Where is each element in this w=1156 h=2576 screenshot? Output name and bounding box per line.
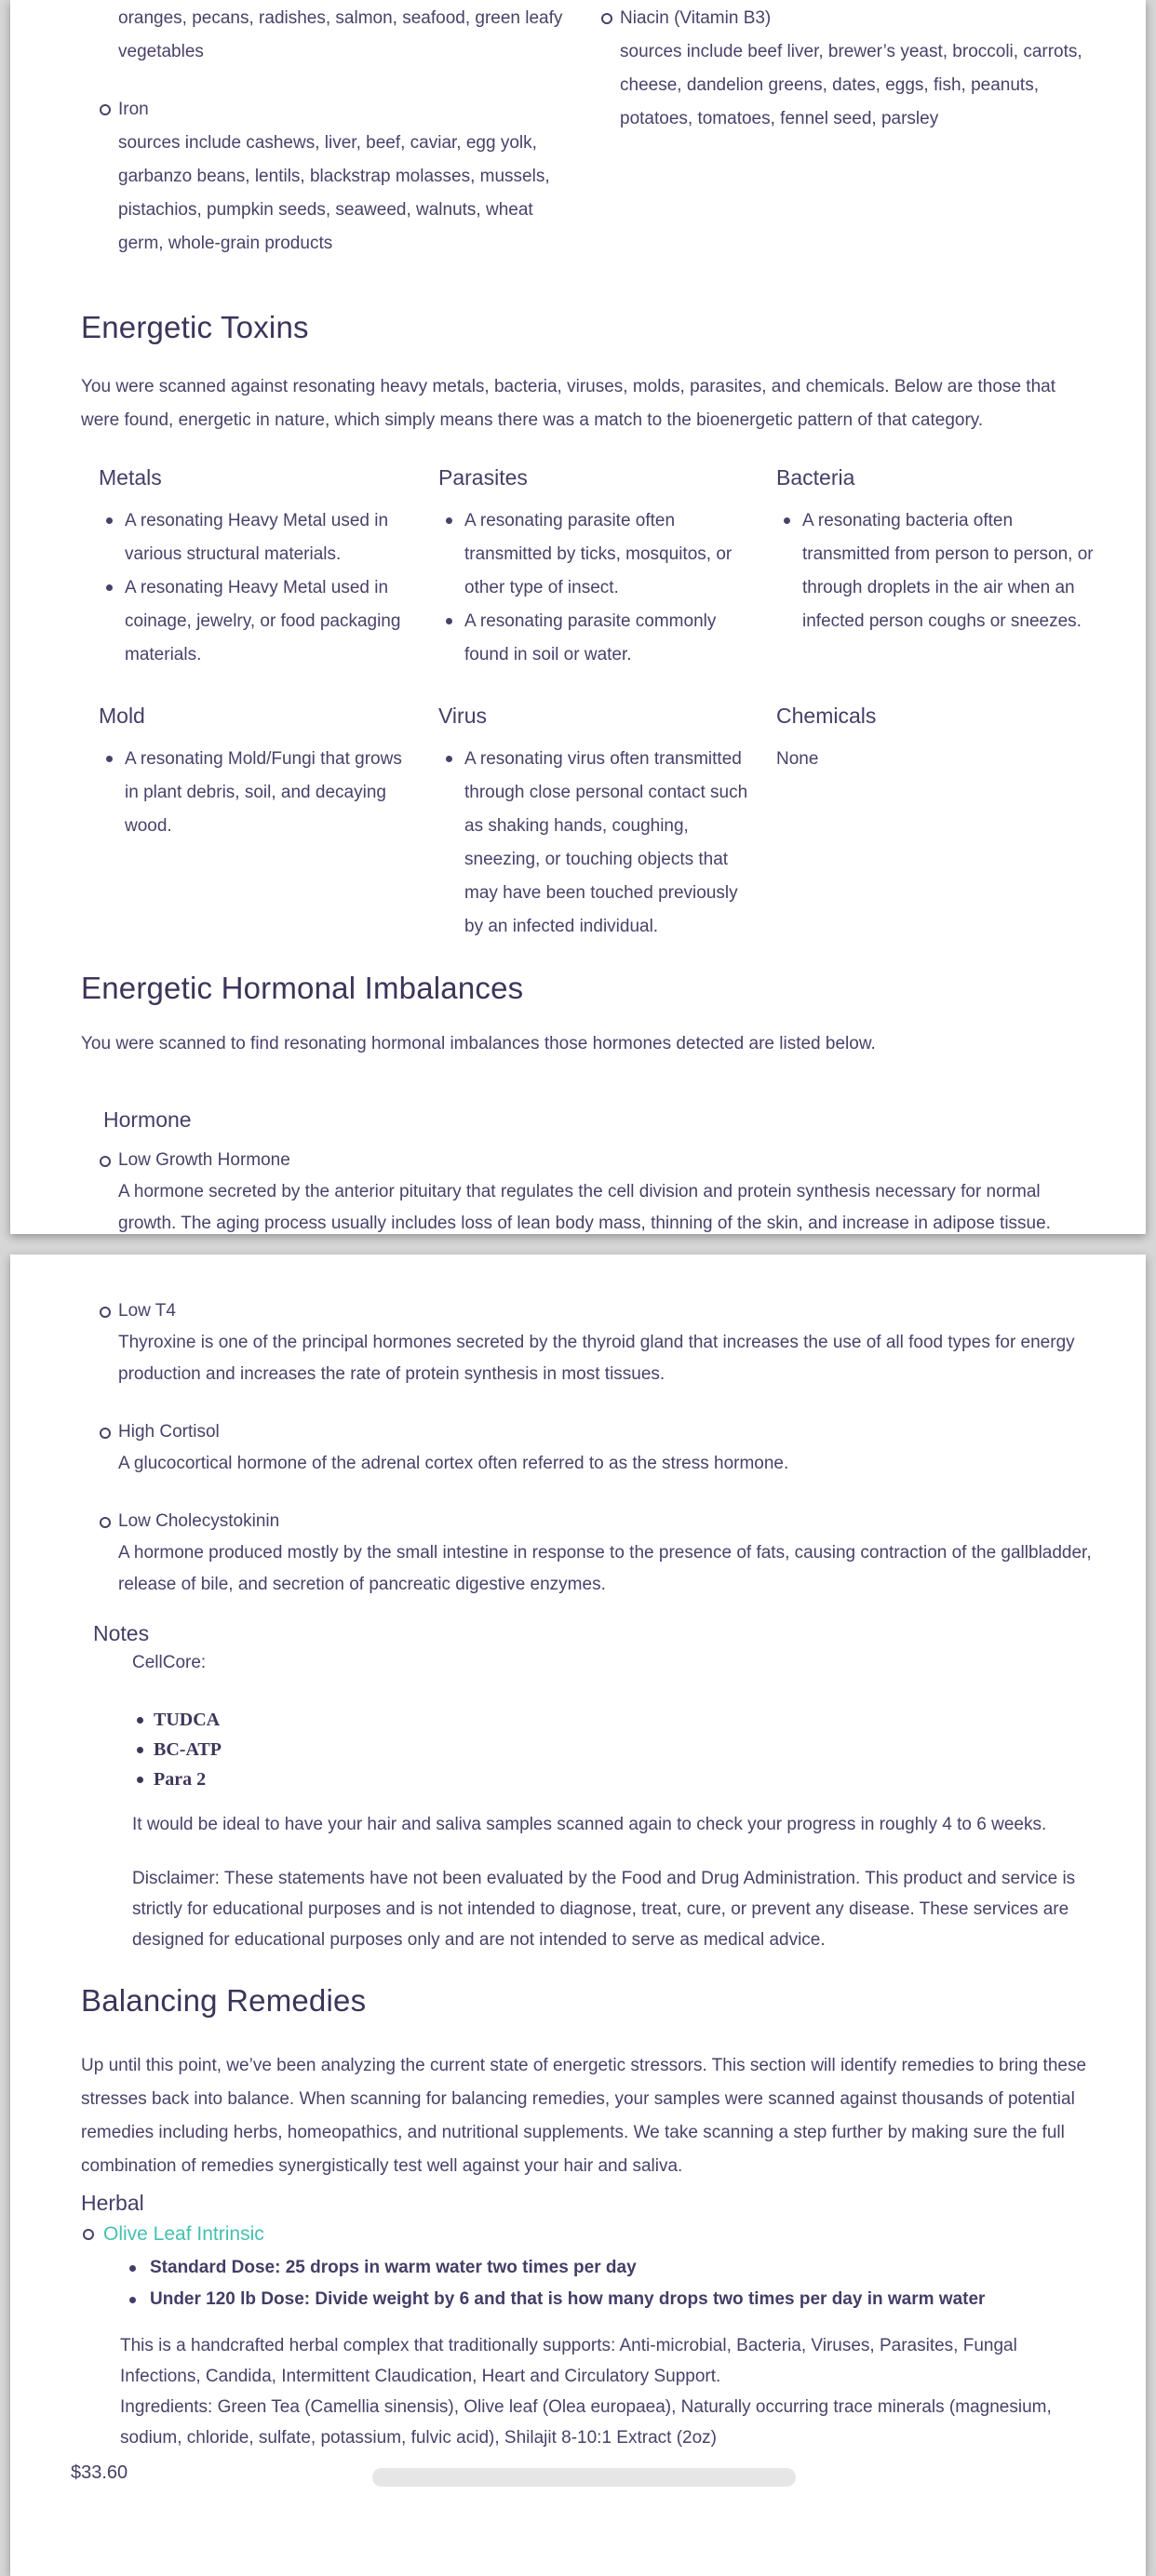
mineral-list-right [583, 2, 1109, 136]
page-2-content [10, 1254, 1146, 2576]
mineral-sources-continuation: oranges, pecans, radishes, salmon, seafood, green leafy vegetables [118, 8, 563, 61]
toxin-item-text: A resonating parasite commonly found in soil or water. [464, 611, 717, 664]
toxin-grid-row-1 [99, 463, 1094, 672]
remedy-list [81, 2220, 1094, 2453]
hormone-description: A glucocortical hormone of the adrenal cortex often referred to as the stress hormone. [118, 1454, 789, 1473]
hormone-description: A hormone produced mostly by the small intestine in response to the presence of fats, causing contraction of the gallbladder, release of bile, and secretion of pancreatic digestive enzymes. [118, 1543, 1092, 1594]
remedy-item [81, 2220, 1094, 2453]
notes-body [132, 1647, 1094, 1955]
toxin-item-text: A resonating Heavy Metal used in coinage, jewelry, or food packaging materials. [125, 578, 401, 664]
toxin-item-text: A resonating Heavy Metal used in various structural materials. [125, 511, 389, 564]
section-title: Balancing Remedies [81, 1983, 367, 2018]
mineral-column-left [81, 2, 583, 261]
horizontal-scrollbar[interactable] [372, 2468, 796, 2487]
hormone-list-continued [81, 1295, 1094, 1627]
remedy-link[interactable]: Olive Leaf Intrinsic [103, 2223, 264, 2245]
toxin-item-text: A resonating bacteria often transmitted from person to person, or through droplets in the air when an infected person coughs or sneezes. [802, 511, 1094, 631]
product-list [132, 1705, 1094, 1794]
hormone-subheading: Hormone [103, 1107, 192, 1132]
hormone-item [81, 1295, 1094, 1390]
dose-item: Standard Dose: 25 drops in warm water two times per day [129, 2252, 1094, 2284]
list-item [776, 504, 1094, 638]
disclaimer-text: Disclaimer: These statements have not been evaluated by the Food and Drug Administration. This product and service is strictly for educational purposes and is not intended to diagnose, treat, cure, or prevent any disease. These services are designed for educational purposes only and are not intended to serve as medical advice. [132, 1869, 1076, 1950]
hormone-name: Low Cholecystokinin [118, 1511, 280, 1531]
page-1-content [10, 0, 1146, 1234]
hormone-name: Low T4 [118, 1301, 176, 1321]
mineral-sources: sources include cashews, liver, beef, caviar, egg yolk, garbanzo beans, lentils, blackstrap molasses, mussels, pistachios, pumpkin seeds, seaweed, walnuts, wheat germ, whole-grain products [118, 133, 550, 253]
mineral-name: Iron [118, 100, 149, 119]
toxin-item-list [438, 504, 748, 672]
toxin-category-virus [438, 702, 776, 944]
hormone-item [81, 1506, 1094, 1601]
list-item [438, 504, 748, 605]
remedy-price: $33.60 [71, 2462, 128, 2483]
toxin-grid-row-2 [99, 702, 1094, 944]
hormone-list [81, 1295, 1094, 1601]
dose-list [129, 2252, 1094, 2315]
toxin-category-parasites [438, 463, 776, 672]
mineral-column-right [583, 2, 1109, 261]
hormone-name: Low Growth Hormone [118, 1150, 290, 1170]
mineral-sources: sources include beef liver, brewer’s yeast, broccoli, carrots, cheese, dandelion greens, dates, eggs, fish, peanuts, potatoes, tomatoes, fennel seed, parsley [620, 42, 1082, 128]
product-item: BC-ATP [132, 1735, 1094, 1764]
energetic-toxins-section [81, 307, 1094, 944]
toxin-item-list [99, 743, 410, 843]
hormone-item [81, 1145, 1094, 1240]
hormonal-imbalances-section [81, 968, 1094, 1266]
remedy-ingredients: Ingredients: Green Tea (Camellia sinensis), Olive leaf (Olea europaea), Naturally occurring trace minerals (magnesium, sodium, chloride, sulfate, potassium, fulvic acid), Shilajit 8-10:1 Extract (2oz) [120, 2397, 1052, 2448]
toxin-category-name: Bacteria [776, 465, 855, 490]
product-item: Para 2 [132, 1764, 1094, 1794]
notes-brand: CellCore: [132, 1653, 207, 1672]
toxin-category-name: Parasites [438, 465, 528, 490]
section-title: Energetic Hormonal Imbalances [81, 971, 524, 1005]
toxin-category-name: Mold [99, 704, 145, 728]
hormone-list [81, 1145, 1094, 1240]
toxin-category-bacteria [776, 463, 1094, 672]
hormone-name: High Cortisol [118, 1422, 220, 1442]
toxin-category-name: Chemicals [776, 704, 877, 728]
toxin-item-list [438, 743, 748, 944]
section-intro: You were scanned against resonating heavy metals, bacteria, viruses, molds, parasites, and chemicals. Below are those that were found, energetic in nature, which simply means there was a match to the bioenergetic pattern of that category. [81, 377, 1055, 430]
toxin-category-name: Virus [438, 704, 487, 728]
product-item: TUDCA [132, 1705, 1094, 1735]
toxin-category-mold [99, 702, 438, 944]
toxin-category-name: Metals [99, 465, 162, 490]
toxin-item-text: A resonating Mold/Fungi that grows in plant debris, soil, and decaying wood. [125, 749, 402, 836]
toxin-category-chemicals [776, 702, 1094, 944]
list-item [438, 743, 748, 944]
followup-note: It would be ideal to have your hair and saliva samples scanned again to check your progress in roughly 4 to 6 weeks. [132, 1815, 1047, 1834]
list-item [99, 743, 410, 843]
toxin-item-list [99, 504, 410, 672]
mineral-list-left [81, 93, 583, 261]
notes-heading: Notes [93, 1621, 150, 1645]
toxin-item-text: A resonating virus often transmitted through close personal contact such as shaking hands, coughing, sneezing, or touching objects that may have been touched previously by an infected individual. [464, 749, 748, 936]
section-intro: Up until this point, we’ve been analyzing the current state of energetic stressors. This section will identify remedies to bring these stresses back into balance. When scanning for balancing remedies, your samples were scanned against thousands of potential remedies including herbs, homeopathics, and nutritional supplements. We take scanning a step further by making sure the full combination of remedies synergistically test well against your hair and saliva. [81, 2056, 1087, 2176]
hormone-description: Thyroxine is one of the principal hormones secreted by the thyroid gland that increases the use of all food types for energy production and increases the rate of protein synthesis in most tissues. [118, 1333, 1075, 1384]
section-title: Energetic Toxins [81, 310, 309, 344]
herbal-subheading: Herbal [81, 2191, 144, 2215]
list-item [99, 571, 410, 672]
toxin-none-label: None [776, 749, 819, 769]
toxin-item-list [776, 504, 1094, 638]
hormone-description: A hormone secreted by the anterior pituitary that regulates the cell division and protein synthesis necessary for normal growth. The aging process usually includes loss of lean body mass, thinning of the skin, and increase in adipose tissue. [118, 1182, 1051, 1233]
remedy-description: This is a handcrafted herbal complex that traditionally supports: Anti-microbial, Bacteria, Viruses, Parasites, Fungal Infections, Candida, Intermittent Claudication, Heart and Circulatory Support. [120, 2336, 1017, 2386]
list-item [99, 504, 410, 571]
section-intro: You were scanned to find resonating hormonal imbalances those hormones detected are listed below. [81, 1034, 876, 1053]
list-item [438, 605, 748, 672]
toxin-category-metals [99, 463, 438, 672]
dose-item: Under 120 lb Dose: Divide weight by 6 and that is how many drops two times per day in warm water [129, 2284, 1094, 2315]
list-item [583, 2, 1109, 136]
report-page-2 [10, 1254, 1146, 2576]
list-item [81, 93, 583, 261]
mineral-name: Niacin (Vitamin B3) [620, 8, 772, 28]
report-page-1 [10, 0, 1146, 1234]
balancing-remedies-section [81, 1980, 1094, 2453]
notes-section [93, 1619, 1094, 1955]
hormone-item [81, 1416, 1094, 1480]
toxin-item-text: A resonating parasite often transmitted by ticks, mosquitos, or other type of insect. [464, 511, 733, 597]
mineral-sources-columns [81, 2, 1109, 261]
